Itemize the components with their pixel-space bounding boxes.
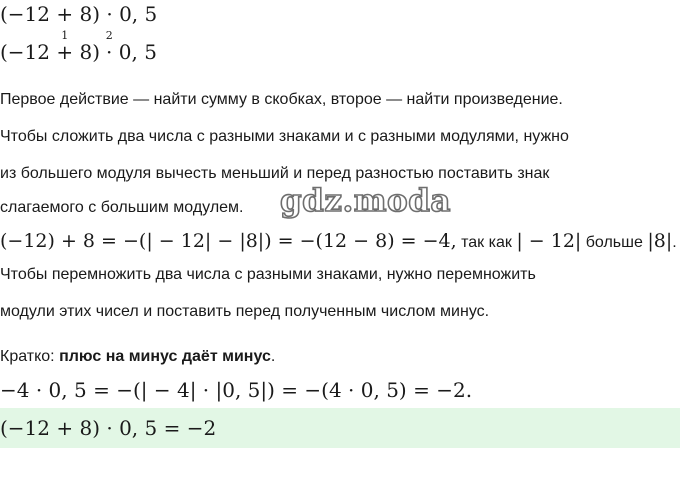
addition-calculation-math: (−12) + 8 = −(| − 12| − |8|) = −(12 − 8) = −4, (0, 230, 457, 252)
multiplication-calculation-line: −4 · 0, 5 = −(| − 4| · |0, 5|) = −(4 · 0, 5) = −2. (0, 378, 473, 402)
paragraph-addition-rule-2: из большего модуля вычесть меньший и перед разностью поставить знак (0, 165, 550, 182)
dot-step-marker (105, 29, 113, 64)
modulus-b: |8| (647, 230, 673, 252)
brief-rule-line (0, 349, 275, 365)
expression-line-2-with-step-order (0, 29, 157, 64)
paragraph-order-of-operations: Первое действие — найти сумму в скобках, второе — найти произведение. (0, 91, 563, 108)
expression-close: 8) (73, 40, 101, 64)
paragraph-addition-rule-3: слагаемого с большим модулем. (0, 199, 244, 216)
step-number-1: 1 (61, 29, 69, 42)
watermark-logo: gdz.moda (280, 183, 451, 219)
brief-rule: плюс на минус даёт минус (59, 348, 271, 365)
plus-sign: + (56, 40, 74, 64)
addition-comparison-text: больше (581, 234, 648, 251)
paragraph-multiplication-rule-1: Чтобы перемножить два числа с разными знаками, нужно перемножить (0, 266, 536, 283)
brief-end: . (270, 348, 276, 365)
final-answer: (−12 + 8) · 0, 5 = −2 (0, 416, 217, 440)
expression-open: (−12 (0, 40, 57, 64)
expression-rest: 0, 5 (112, 40, 157, 64)
brief-label: Кратко: (0, 348, 60, 365)
modulus-a: | − 12| (516, 230, 582, 252)
addition-calculation-line (0, 232, 677, 251)
expression-line-1: (−12 + 8) · 0, 5 (0, 2, 158, 26)
paragraph-addition-rule-1: Чтобы сложить два числа с разными знаками и с разными модулями, нужно (0, 128, 569, 145)
addition-calculation-text: так как (456, 234, 517, 251)
dot-sign: · (106, 40, 113, 64)
plus-step-marker (56, 29, 74, 64)
step-number-2: 2 (105, 29, 113, 42)
paragraph-multiplication-rule-2: модули этих чисел и поставить перед полученным числом минус. (0, 303, 490, 320)
addition-calculation-end: . (672, 234, 677, 251)
